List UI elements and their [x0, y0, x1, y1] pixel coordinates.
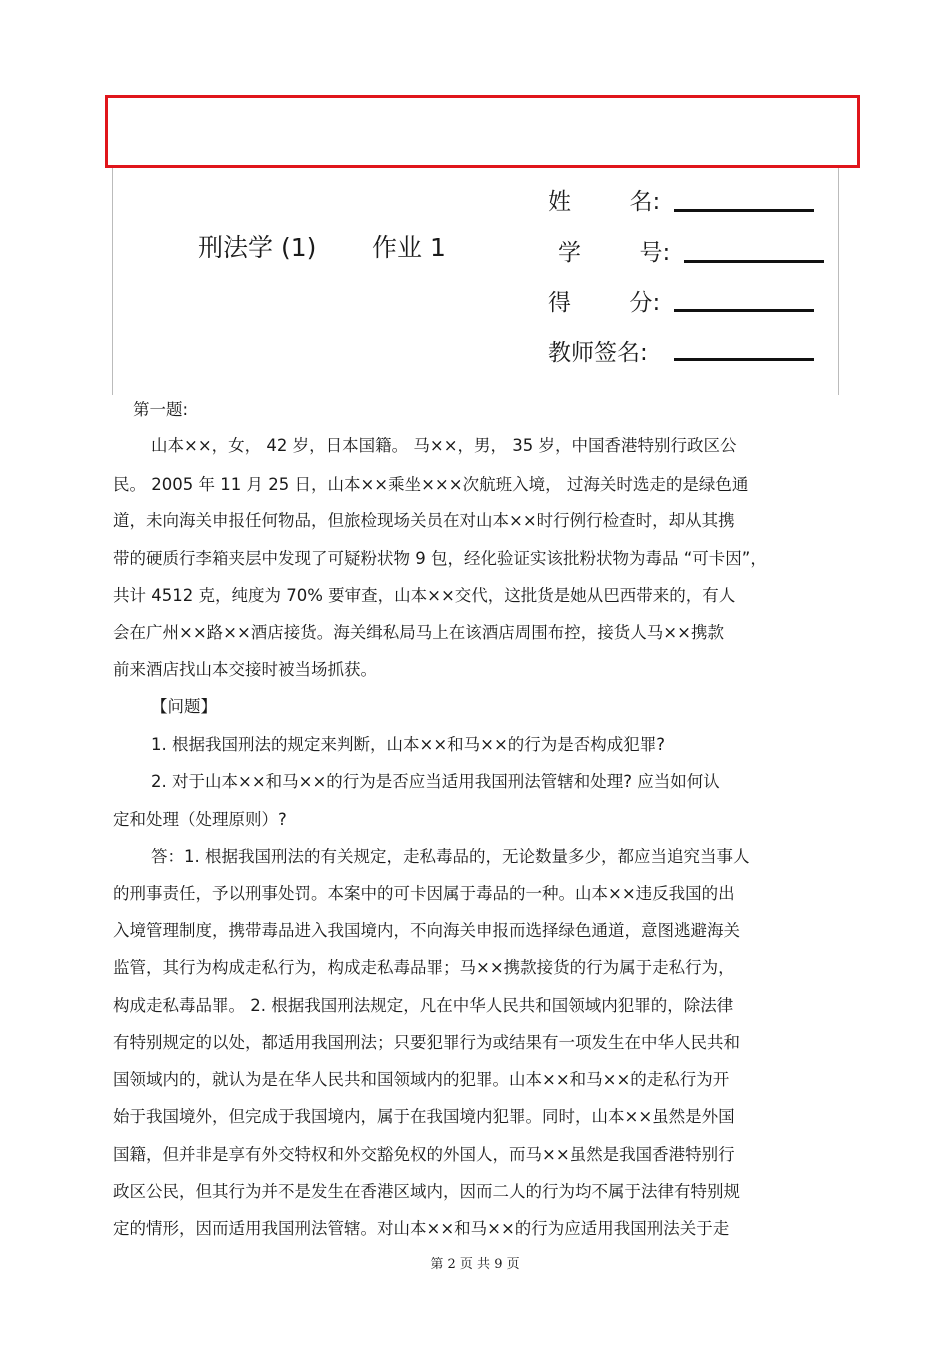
- teacher-signature-label: 教师签名:: [548, 340, 648, 366]
- answer-line: 政区公民，但其行为并不是发生在香港区域内，因而二人的行为均不属于法律有特别规: [113, 1182, 740, 1201]
- student-id-blank[interactable]: [684, 260, 824, 263]
- name-label: 姓 名:: [548, 189, 661, 215]
- case-line: 共计 4512 克，纯度为 70% 要审查，山本××交代，这批货是她从巴西带来的，有人: [113, 586, 736, 605]
- score-label: 得 分:: [548, 290, 661, 316]
- score-blank[interactable]: [674, 309, 814, 312]
- name-blank[interactable]: [674, 209, 814, 212]
- answer-line: 定的情形，因而适用我国刑法管辖。对山本××和马××的行为应适用我国刑法关于走: [113, 1219, 730, 1238]
- course-title: 刑法学 (1): [198, 233, 317, 262]
- teacher-signature-blank[interactable]: [674, 358, 814, 361]
- student-id-label: 学 号:: [558, 240, 671, 266]
- answer-line: 入境管理制度，携带毒品进入我国境内，不向海关申报而选择绿色通道，意图逃避海关: [113, 921, 740, 940]
- question-item: 定和处理（处理原则）?: [113, 810, 287, 829]
- left-border-line: [112, 168, 113, 395]
- answer-line: 始于我国境外，但完成于我国境内，属于在我国境内犯罪。同时，山本××虽然是外国: [113, 1107, 735, 1126]
- case-line: 山本××，女， 42 岁，日本国籍。 马××，男， 35 岁，中国香港特别行政区公: [151, 436, 737, 455]
- answer-line: 国籍，但并非是享有外交特权和外交豁免权的外国人，而马××虽然是我国香港特别行: [113, 1145, 735, 1164]
- answer-line: 构成走私毒品罪。 2. 根据我国刑法规定，凡在中华人民共和国领域内犯罪的，除法律: [113, 996, 734, 1015]
- page-footer: 第 2 页 共 9 页: [430, 1257, 520, 1272]
- question-item: 1. 根据我国刑法的规定来判断，山本××和马××的行为是否构成犯罪?: [151, 735, 666, 754]
- questions-heading: 【问题】: [151, 697, 217, 716]
- answer-line: 国领域内的，就认为是在华人民共和国领域内的犯罪。山本××和马××的走私行为开: [113, 1070, 730, 1089]
- homework-label: 作业 1: [372, 233, 446, 262]
- case-line: 道，未向海关申报任何物品，但旅检现场关员在对山本××时行例行检查时，却从其携: [113, 511, 735, 530]
- right-border-line: [838, 168, 839, 395]
- question-heading: 第一题:: [133, 400, 189, 419]
- answer-line: 监管，其行为构成走私行为，构成走私毒品罪；马××携款接货的行为属于走私行为，: [113, 958, 735, 977]
- case-line: 会在广州××路××酒店接货。海关缉私局马上在该酒店周围布控，接货人马××携款: [113, 623, 724, 642]
- question-item: 2. 对于山本××和马××的行为是否应当适用我国刑法管辖和处理? 应当如何认: [151, 772, 720, 791]
- answer-line: 的刑事责任，予以刑事处罚。本案中的可卡因属于毒品的一种。山本××违反我国的出: [113, 884, 735, 903]
- answer-line: 答：1. 根据我国刑法的有关规定，走私毒品的，无论数量多少，都应当追究当事人: [151, 847, 750, 866]
- red-annotation-box: [105, 95, 860, 168]
- case-line: 民。 2005 年 11 月 25 日，山本××乘坐×××次航班入境， 过海关时选走的是绿色通: [113, 475, 749, 494]
- case-line: 带的硬质行李箱夹层中发现了可疑粉状物 9 包，经化验证实该批粉状物为毒品 “可卡因”，: [113, 549, 767, 568]
- answer-line: 有特别规定的以处，都适用我国刑法；只要犯罪行为或结果有一项发生在中华人民共和: [113, 1033, 740, 1052]
- case-line: 前来酒店找山本交接时被当场抓获。: [113, 660, 377, 679]
